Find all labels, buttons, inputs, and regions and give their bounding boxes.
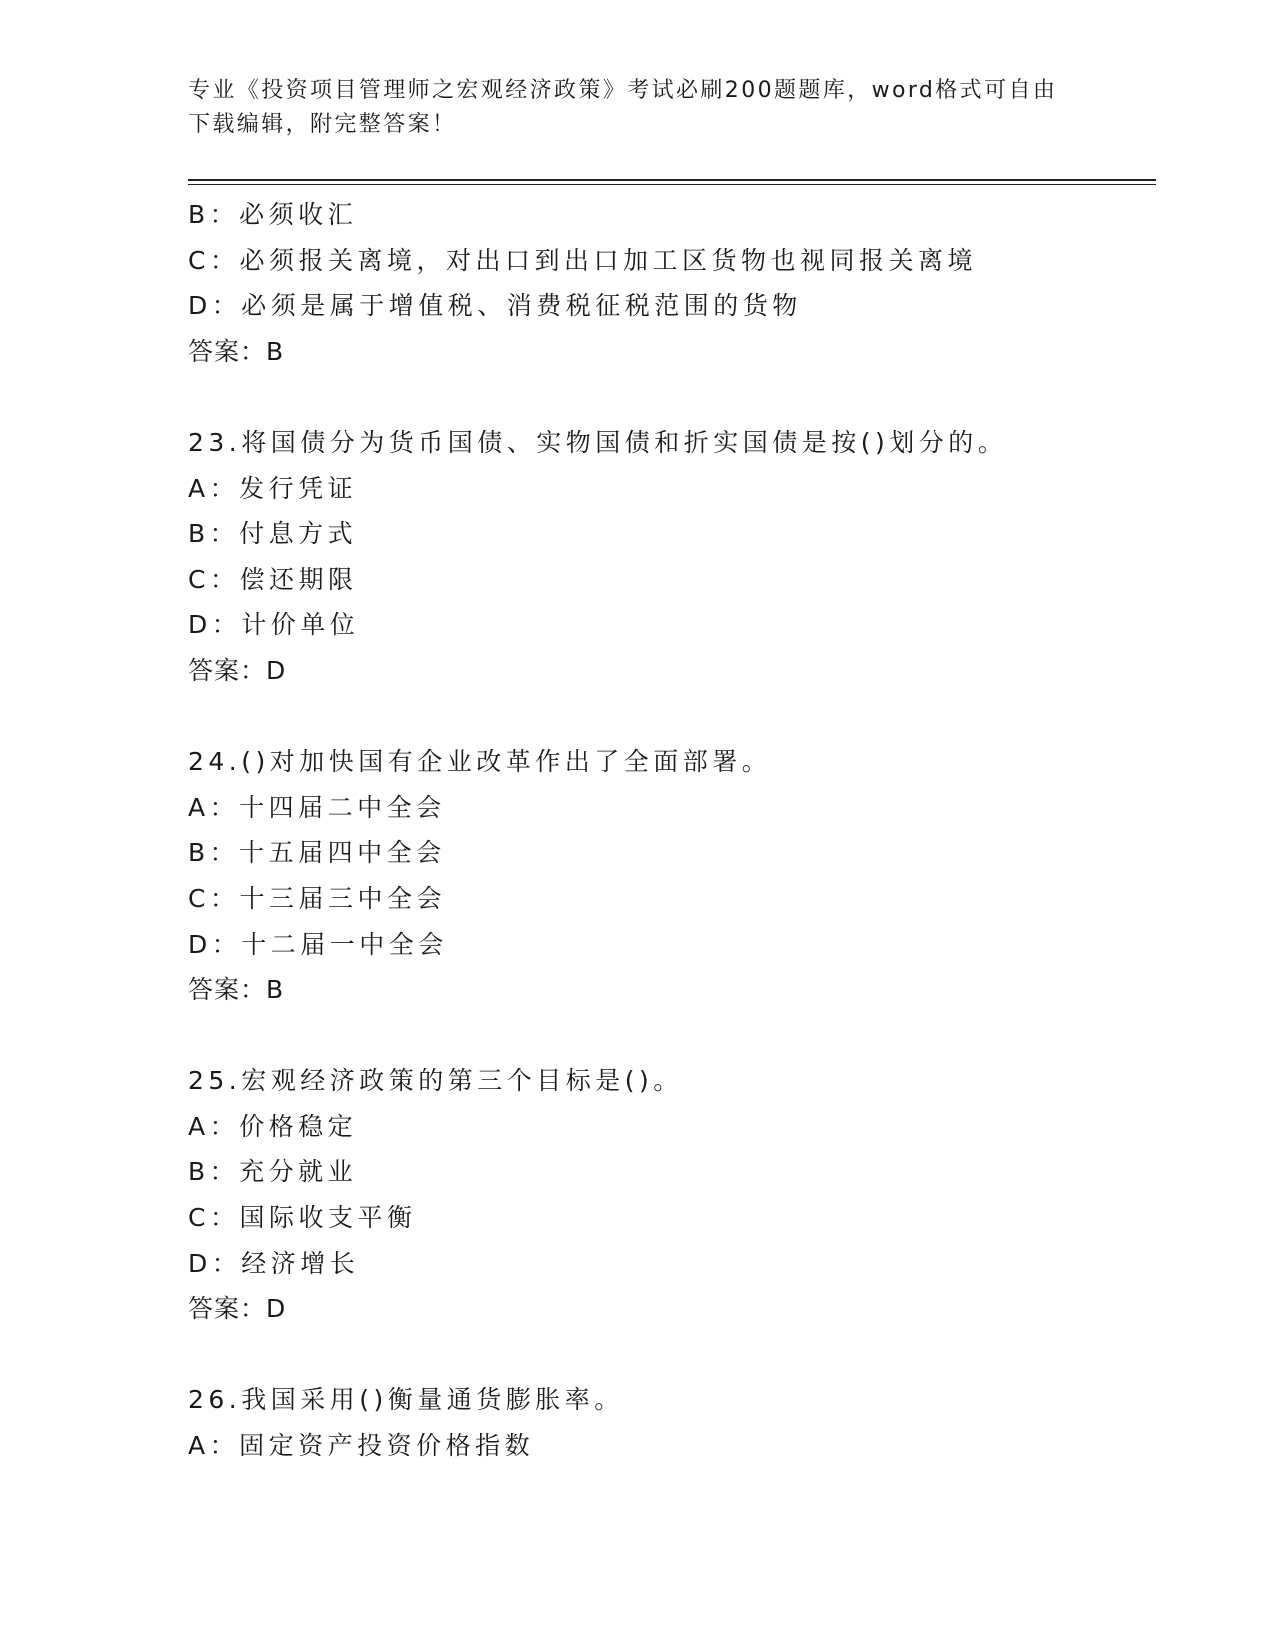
spacer <box>188 1332 1156 1378</box>
option-text: A：十四届二中全会 <box>188 792 446 822</box>
question-list <box>188 192 1156 1469</box>
question-text: 23.将国债分为货币国债、实物国债和折实国债是按()划分的。 <box>188 427 1008 457</box>
spacer <box>188 694 1156 740</box>
header-divider-thick <box>188 179 1156 181</box>
question-text: 25.宏观经济政策的第三个目标是()。 <box>188 1066 683 1096</box>
header-line-1: 专业《投资项目管理师之宏观经济政策》考试必刷200题题库，word格式可自由 <box>188 78 1058 103</box>
option-text: A：固定资产投资价格指数 <box>188 1431 535 1461</box>
answer-text: 答案：D <box>188 655 287 685</box>
option-text: D：计价单位 <box>188 610 360 640</box>
option-text: D：必须是属于增值税、消费税征税范围的货物 <box>188 291 802 321</box>
option-text: C：必须报关离境，对出口到出口加工区货物也视同报关离境 <box>188 245 977 275</box>
option-text: C：国际收支平衡 <box>188 1203 417 1233</box>
header-divider-thin <box>188 184 1156 185</box>
option-text: B：付息方式 <box>188 519 358 549</box>
option-text: B：十五届四中全会 <box>188 838 446 868</box>
question-text: 26.我国采用()衡量通货膨胀率。 <box>188 1385 624 1415</box>
option-text: A：发行凭证 <box>188 473 358 503</box>
option-text: A：价格稳定 <box>188 1111 358 1141</box>
document-header <box>188 74 1078 142</box>
option-text: B：必须收汇 <box>188 200 358 229</box>
answer-text: 答案：D <box>188 1294 287 1324</box>
option-text: D：经济增长 <box>188 1248 360 1278</box>
answer-text: 答案：B <box>188 336 285 366</box>
spacer <box>188 374 1156 420</box>
header-line-2: 下载编辑，附完整答案！ <box>188 112 457 137</box>
option-text: C：偿还期限 <box>188 564 358 594</box>
spacer <box>188 1013 1156 1059</box>
option-text: D：十二届一中全会 <box>188 929 448 959</box>
answer-text: 答案：B <box>188 975 285 1005</box>
option-text: C：十三届三中全会 <box>188 883 446 913</box>
question-text: 24.()对加快国有企业改革作出了全面部署。 <box>188 747 772 777</box>
option-text: B：充分就业 <box>188 1157 358 1187</box>
